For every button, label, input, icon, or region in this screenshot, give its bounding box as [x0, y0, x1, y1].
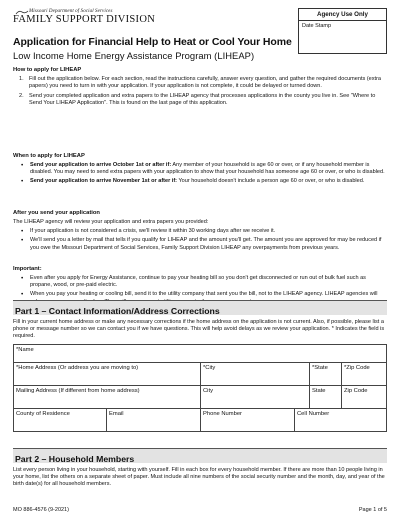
department-name: Missouri Department of Social Services — [29, 9, 113, 14]
part1-instructions: Fill in your current home address or make any necessary corrections if the home address on the application is not current. Also, if possible, please list a phone or message number so we can contact you if we have questions. This will help avoid delays as we review your application. * Indicates the field is required. — [13, 319, 385, 340]
mailing-address-label: Mailing Address (If different from home address) — [16, 387, 140, 394]
page-number: Page 1 of 5 — [358, 507, 387, 513]
phone-field[interactable] — [201, 409, 295, 432]
after-send-heading: After you send your application — [13, 210, 100, 216]
division-name: FAMILY SUPPORT DIVISION — [13, 14, 156, 25]
important-item: • When you pay your heating or cooling bill, send it to the utility company that sent you the bill, not to the LIHEAP agency. LIHEAP agencies will — [13, 291, 387, 305]
when-item-bold: Send your application to arrive October 1st or after if: — [30, 162, 172, 168]
how-to-apply-steps — [13, 76, 387, 110]
step-number: 1. — [19, 76, 24, 82]
home-address-field[interactable] — [14, 363, 201, 386]
when-item-text: Any member of your household is age 60 or over, or if any household member is disabled. You may need to send extra papers with your application to show that your household has someone age 60 or over, or who is disabled. — [30, 162, 385, 176]
important-heading: Important: — [13, 266, 42, 272]
cell-field[interactable] — [295, 409, 387, 432]
phone-label: Phone Number — [203, 410, 242, 417]
name-label: *Name — [16, 346, 34, 353]
date-stamp-label: Date Stamp — [302, 23, 332, 29]
mailing-zip-label: Zip Code — [344, 387, 368, 394]
when-item — [13, 178, 387, 185]
part2-header — [13, 448, 387, 463]
state-seal-icon — [15, 10, 29, 15]
step-item — [13, 76, 387, 90]
step-item — [13, 93, 387, 107]
form-number: MO 886-4576 (9-2021) — [13, 507, 69, 513]
home-city-field[interactable] — [201, 363, 310, 386]
home-state-label: *State — [312, 364, 328, 371]
form-title: Application for Financial Help to Heat or Cool Your Home — [13, 36, 292, 48]
name-field[interactable] — [14, 345, 387, 363]
after-send-intro: The LIHEAP agency will review your application and extra papers you provided: — [13, 219, 209, 225]
after-send-item: • If your application is not considered a crisis, we'll review it within 30 working days after we receive it. — [13, 228, 387, 235]
contact-info-form — [13, 344, 387, 432]
cell-label: Cell Number — [297, 410, 330, 417]
when-to-apply-heading: When to apply for LIHEAP — [13, 153, 85, 159]
county-label: County of Residence — [16, 410, 70, 417]
when-item-bold: Send your application to arrive November 1st or after if: — [30, 178, 178, 185]
home-zip-label: *Zip Code — [344, 364, 370, 371]
mailing-address-field[interactable] — [14, 386, 201, 409]
home-state-field[interactable] — [310, 363, 342, 386]
home-zip-field[interactable] — [342, 363, 387, 386]
email-label: Email — [109, 410, 124, 417]
part2-title: Part 2 – Household Members — [15, 454, 135, 464]
when-item-text: Your household doesn't include a person age 60 or over, or who is disabled. — [177, 178, 365, 185]
part2-instructions: List every person living in your household, starting with yourself. Fill in each box for every household member. If there are more than 10 people living in your home, list the others on a separate sheet of paper. Must include all nine numbers of the social security number and the month, day, and year of the birth date(s) for all household members. — [13, 467, 385, 488]
part1-title: Part 1 – Contact Information/Address Corrections — [15, 306, 220, 316]
step-text: Send your completed application and extra papers to the LIHEAP agency that processes applications in the county you live in. See "Where to Send Your LIHEAP Application". This is found on the last page of this application. — [29, 92, 376, 107]
county-field[interactable] — [14, 409, 107, 432]
part1-header — [13, 300, 387, 315]
mailing-city-label: City — [203, 387, 213, 394]
step-text: Fill out the application below. For each section, read the instructions carefully, answer every question, and gather the required documents (extra papers) you need to turn in with your application. If your application is not complete, it could be delayed or turned down. — [29, 76, 382, 90]
agency-use-title: Agency Use Only — [299, 9, 386, 21]
mailing-zip-field[interactable] — [342, 386, 387, 409]
fsd-logo — [13, 9, 183, 25]
after-send-item: • We'll send you a letter by mail that tells if you qualify for LIHEAP and the amount you'll get. The amount you are approved for may be reduced if you owe the Missouri Department of Social Services, Family Support Division LIHEAP any overpayments from previous years. — [13, 237, 387, 251]
email-field[interactable] — [107, 409, 201, 432]
after-send-section — [13, 219, 387, 254]
when-to-apply-list — [13, 162, 387, 188]
important-item: • Even after you apply for Energy Assistance, continue to pay your heating bill so you don't get disconnected or run out of bulk fuel such as propane, wood, or pre-paid electric. — [13, 275, 387, 289]
how-to-apply-heading: How to apply for LIHEAP — [13, 67, 82, 73]
form-subtitle: Low Income Home Energy Assistance Program (LIHEAP) — [13, 50, 255, 61]
mailing-state-label: State — [312, 387, 326, 394]
agency-use-box — [298, 8, 387, 54]
home-city-label: *City — [203, 364, 216, 371]
mailing-city-field[interactable] — [201, 386, 310, 409]
home-address-label: *Home Address (Or address you are moving to) — [16, 364, 139, 371]
when-item — [13, 162, 387, 176]
step-number: 2. — [19, 92, 24, 99]
mailing-state-field[interactable] — [310, 386, 342, 409]
